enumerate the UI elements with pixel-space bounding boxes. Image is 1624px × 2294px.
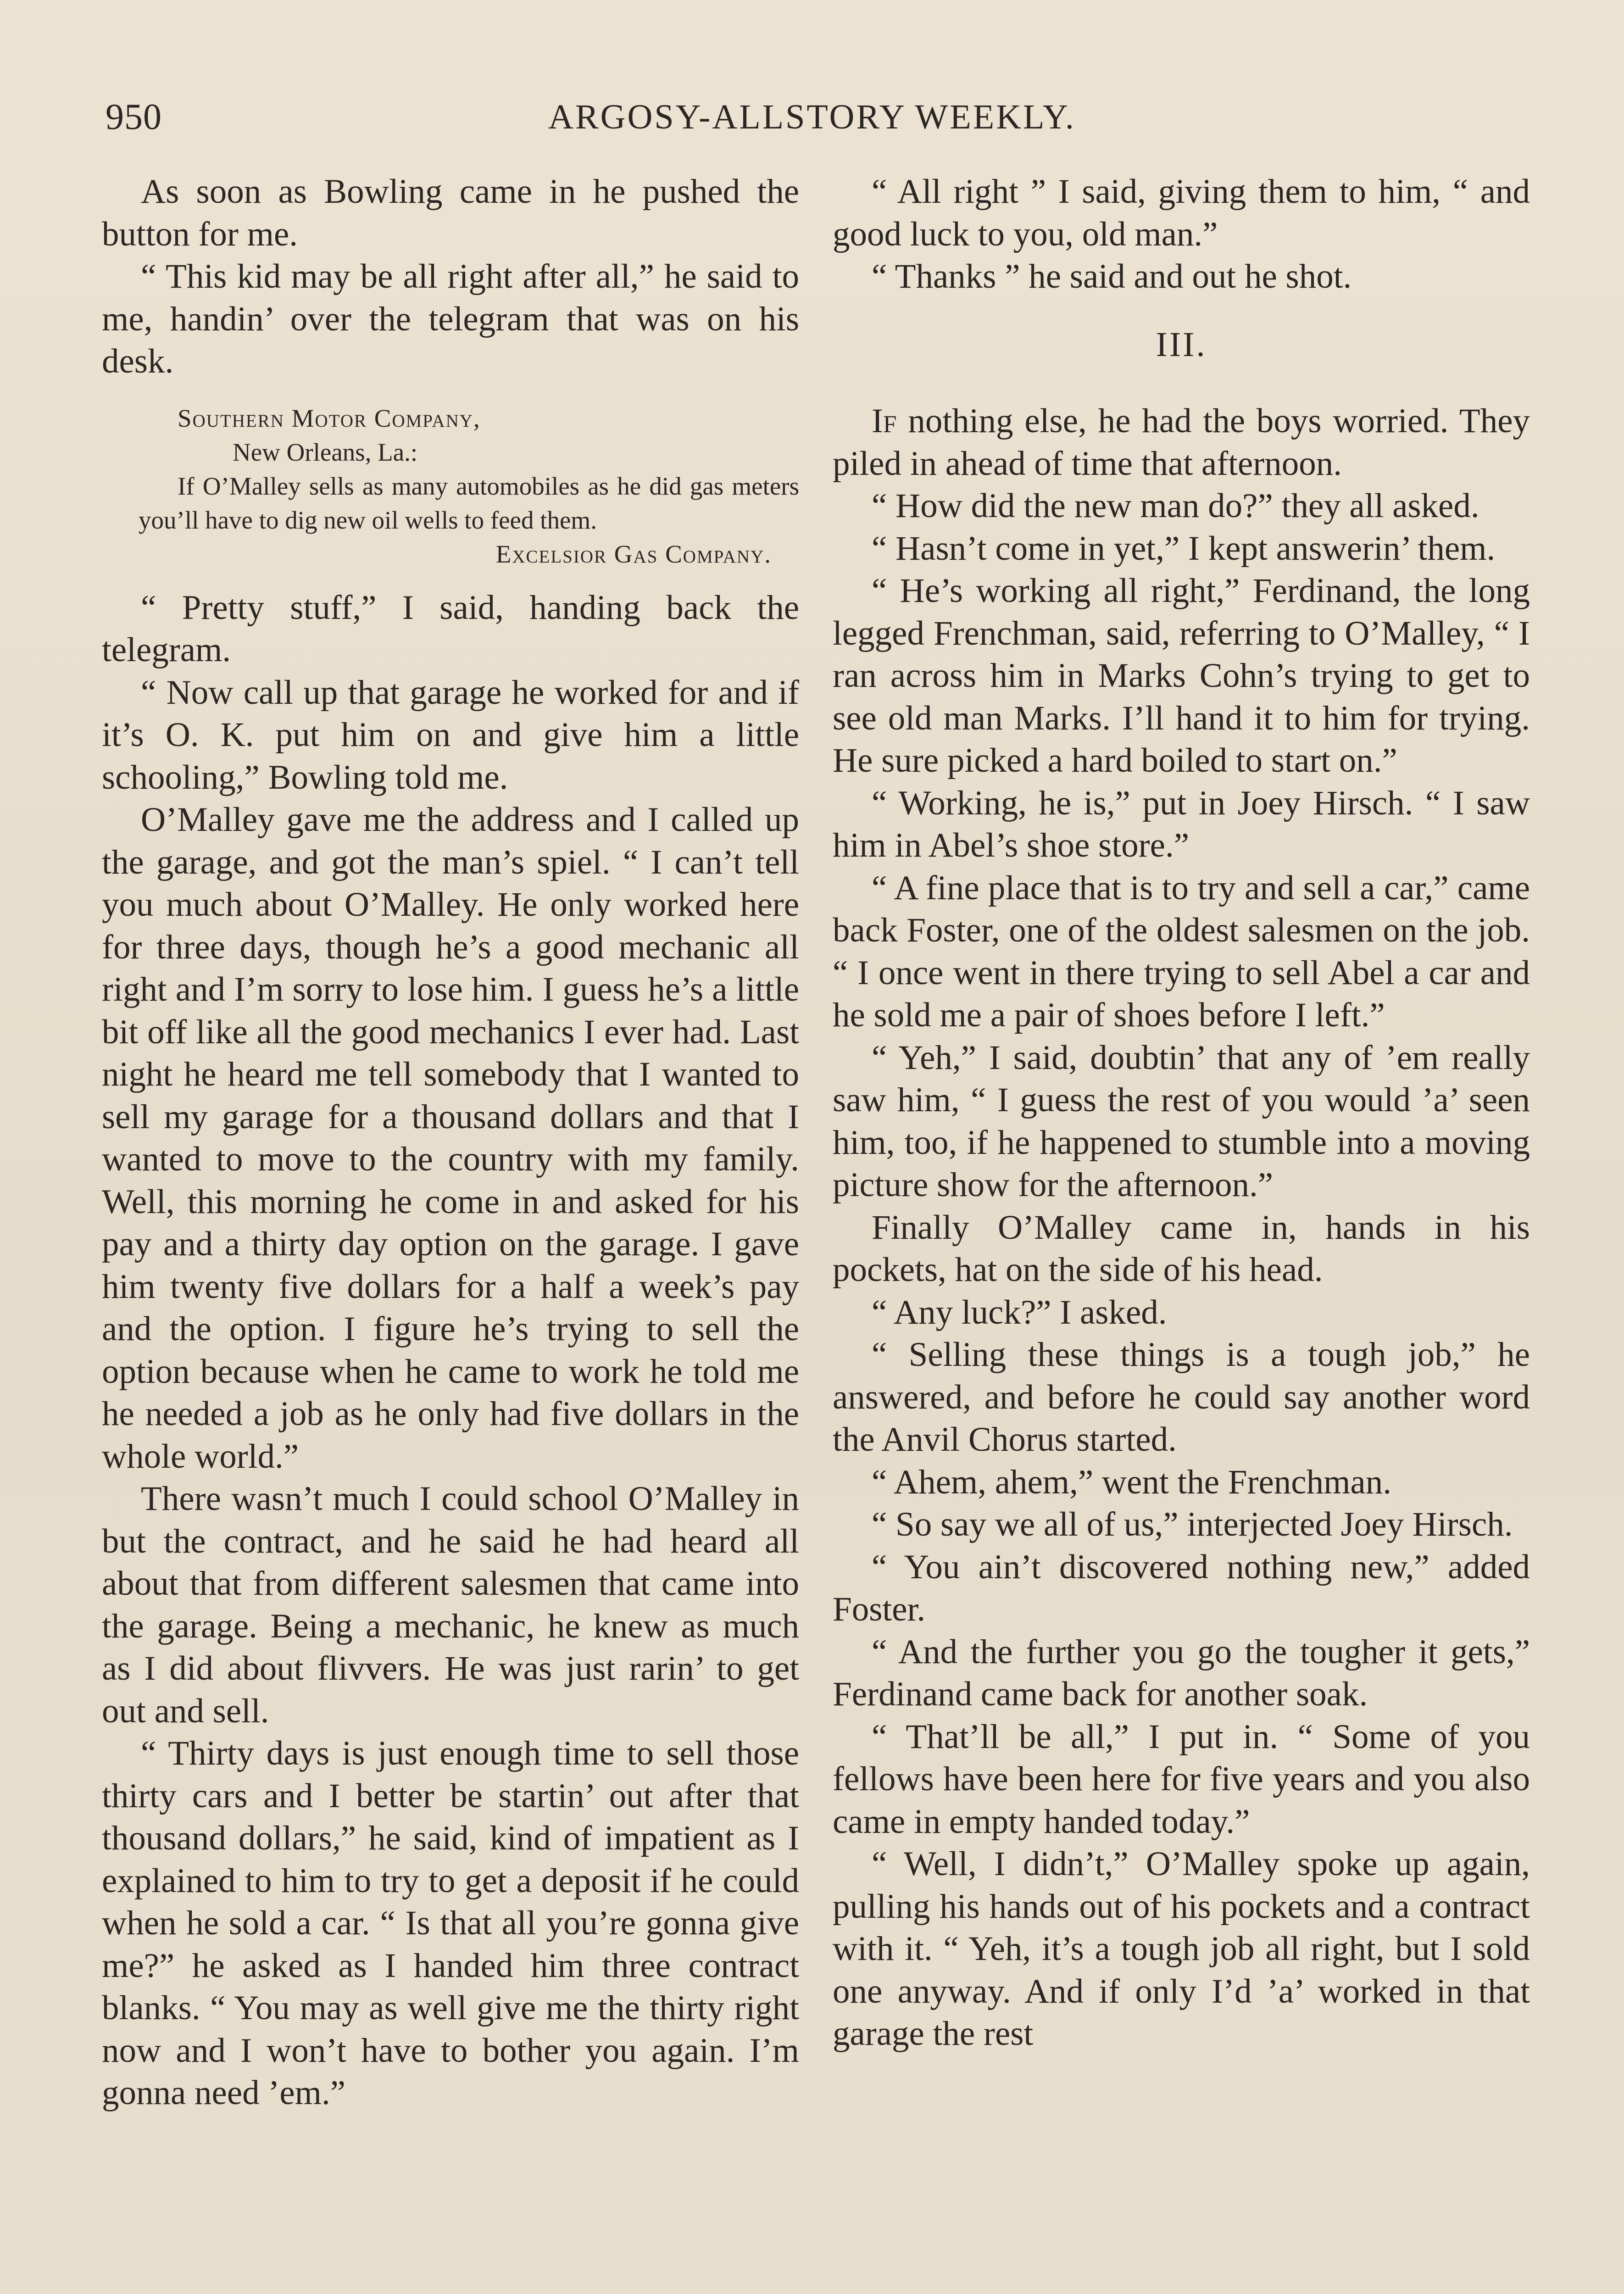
paragraph: As soon as Bowling came in he pushed the button for me. — [102, 173, 799, 253]
left-column — [102, 171, 799, 2115]
telegram-sender: Southern Motor Company, — [178, 404, 481, 432]
section-lead-word: If — [872, 402, 897, 440]
paragraph: Finally O’Malley came in, hands in his pockets, hat on the side of his head. — [833, 1208, 1530, 1289]
paragraph-text: nothing else, he had the boys worried. They piled in ahead of time that afternoon. — [833, 402, 1530, 483]
paragraph: “ Now call up that garage he worked for and if it’s O. K. put him on and give him a little schooling,” Bowling told me. — [102, 673, 799, 796]
telegram-city: New Orleans, La.: — [233, 438, 418, 466]
paragraph: “ Well, I didn’t,” O’Malley spoke up again, pulling his hands out of his pockets and a contract with it. “ Yeh, it’s a tough job all right, but I sold one anyway. And if only I’d ’a’ worked in that garage the rest — [833, 1845, 1530, 2053]
telegram — [102, 401, 799, 571]
paragraph: O’Malley gave me the address and I called up the garage, and got the man’s spiel. “ I can’t tell you much about O’Malley. He only worked here for three days, though he’s a good mechanic all right and I’m sorry to lose him. I guess he’s a little bit off like all the good mechanics I ever had. Last night he heard me tell somebody that I wanted to sell my garage for a thousand dollars and that I wanted to move to the country with my family. Well, this morning he come in and asked for his pay and a thirty day option on the garage. I gave him twenty five dollars for a half a week’s pay and the option. I figure he’s trying to sell the option because when he came to work he told me he needed a job as he only had five dollars in the whole world.” — [102, 801, 799, 1476]
paragraph: “ Thanks ” he said and out he shot. — [872, 257, 1352, 295]
paragraph: “ All right ” I said, giving them to him, “ and good luck to you, old man.” — [833, 173, 1530, 253]
paragraph: “ Working, he is,” put in Joey Hirsch. “ I saw him in Abel’s shoe store.” — [833, 784, 1530, 864]
paragraph — [833, 400, 1530, 485]
paragraph: “ Any luck?” I asked. — [872, 1293, 1167, 1331]
paragraph: “ Pretty stuff,” I said, handing back the telegram. — [102, 588, 799, 669]
paragraph: “ He’s working all right,” Ferdinand, the long legged Frenchman, said, referring to O’Malley, “ I ran across him in Marks Cohn’s trying to get to see old man Marks. I’ll hand it to him for trying. He sure picked a hard boiled to start on.” — [833, 572, 1530, 780]
page-number: 950 — [106, 97, 162, 137]
paragraph: “ Hasn’t come in yet,” I kept answerin’ them. — [872, 529, 1496, 568]
paragraph: “ Selling these things is a tough job,” he answered, and before he could say another word the Anvil Chorus started. — [833, 1336, 1530, 1459]
page-header — [106, 92, 1518, 142]
paragraph: “ How did the new man do?” they all asked. — [872, 487, 1479, 525]
running-title: ARGOSY-ALLSTORY WEEKLY. — [548, 98, 1076, 136]
paragraph: “ And the further you go the tougher it gets,” Ferdinand came back for another soak. — [833, 1632, 1530, 1713]
right-column — [833, 171, 1530, 2055]
section-heading: III. — [1156, 325, 1207, 364]
telegram-body: If O’Malley sells as many automobiles as he did gas meters you’ll have to dig new oil wells to feed them. — [139, 472, 799, 534]
paragraph: “ Ahem, ahem,” went the Frenchman. — [872, 1463, 1391, 1501]
paragraph: “ Thirty days is just enough time to sell those thirty cars and I better be startin’ out after that thousand dollars,” he said, kind of impatient as I explained to him to try to get a deposit if he could when he sold a car. “ Is that all you’re gonna give me?” he asked as I handed him three contract blanks. “ You may as well give me the thirty right now and I won’t have to bother you again. I’m gonna need ’em.” — [102, 1734, 799, 2112]
paragraph: “ Yeh,” I said, doubtin’ that any of ’em really saw him, “ I guess the rest of you would ’a’ seen him, too, if he happened to stumble into a moving picture show for the afternoon.” — [833, 1038, 1530, 1204]
paragraph: “ This kid may be all right after all,” he said to me, handin’ over the telegram that was on his desk. — [102, 257, 799, 380]
telegram-signature: Excelsior Gas Company. — [495, 540, 772, 568]
paragraph: “ A fine place that is to try and sell a car,” came back Foster, one of the oldest salesmen on the job. “ I once went in there trying to sell Abel a car and he sold me a pair of shoes before I left.” — [833, 869, 1530, 1034]
paragraph: There wasn’t much I could school O’Malley in but the contract, and he said he had heard all about that from different salesmen that came into the garage. Being a mechanic, he knew as much as I did about flivvers. He was just rarin’ to get out and sell. — [102, 1480, 799, 1730]
paragraph: “ So say we all of us,” interjected Joey Hirsch. — [872, 1505, 1513, 1543]
paragraph: “ That’ll be all,” I put in. “ Some of you fellows have been here for five years and you also came in empty handed today.” — [833, 1717, 1530, 1841]
paragraph: “ You ain’t discovered nothing new,” added Foster. — [833, 1548, 1530, 1628]
